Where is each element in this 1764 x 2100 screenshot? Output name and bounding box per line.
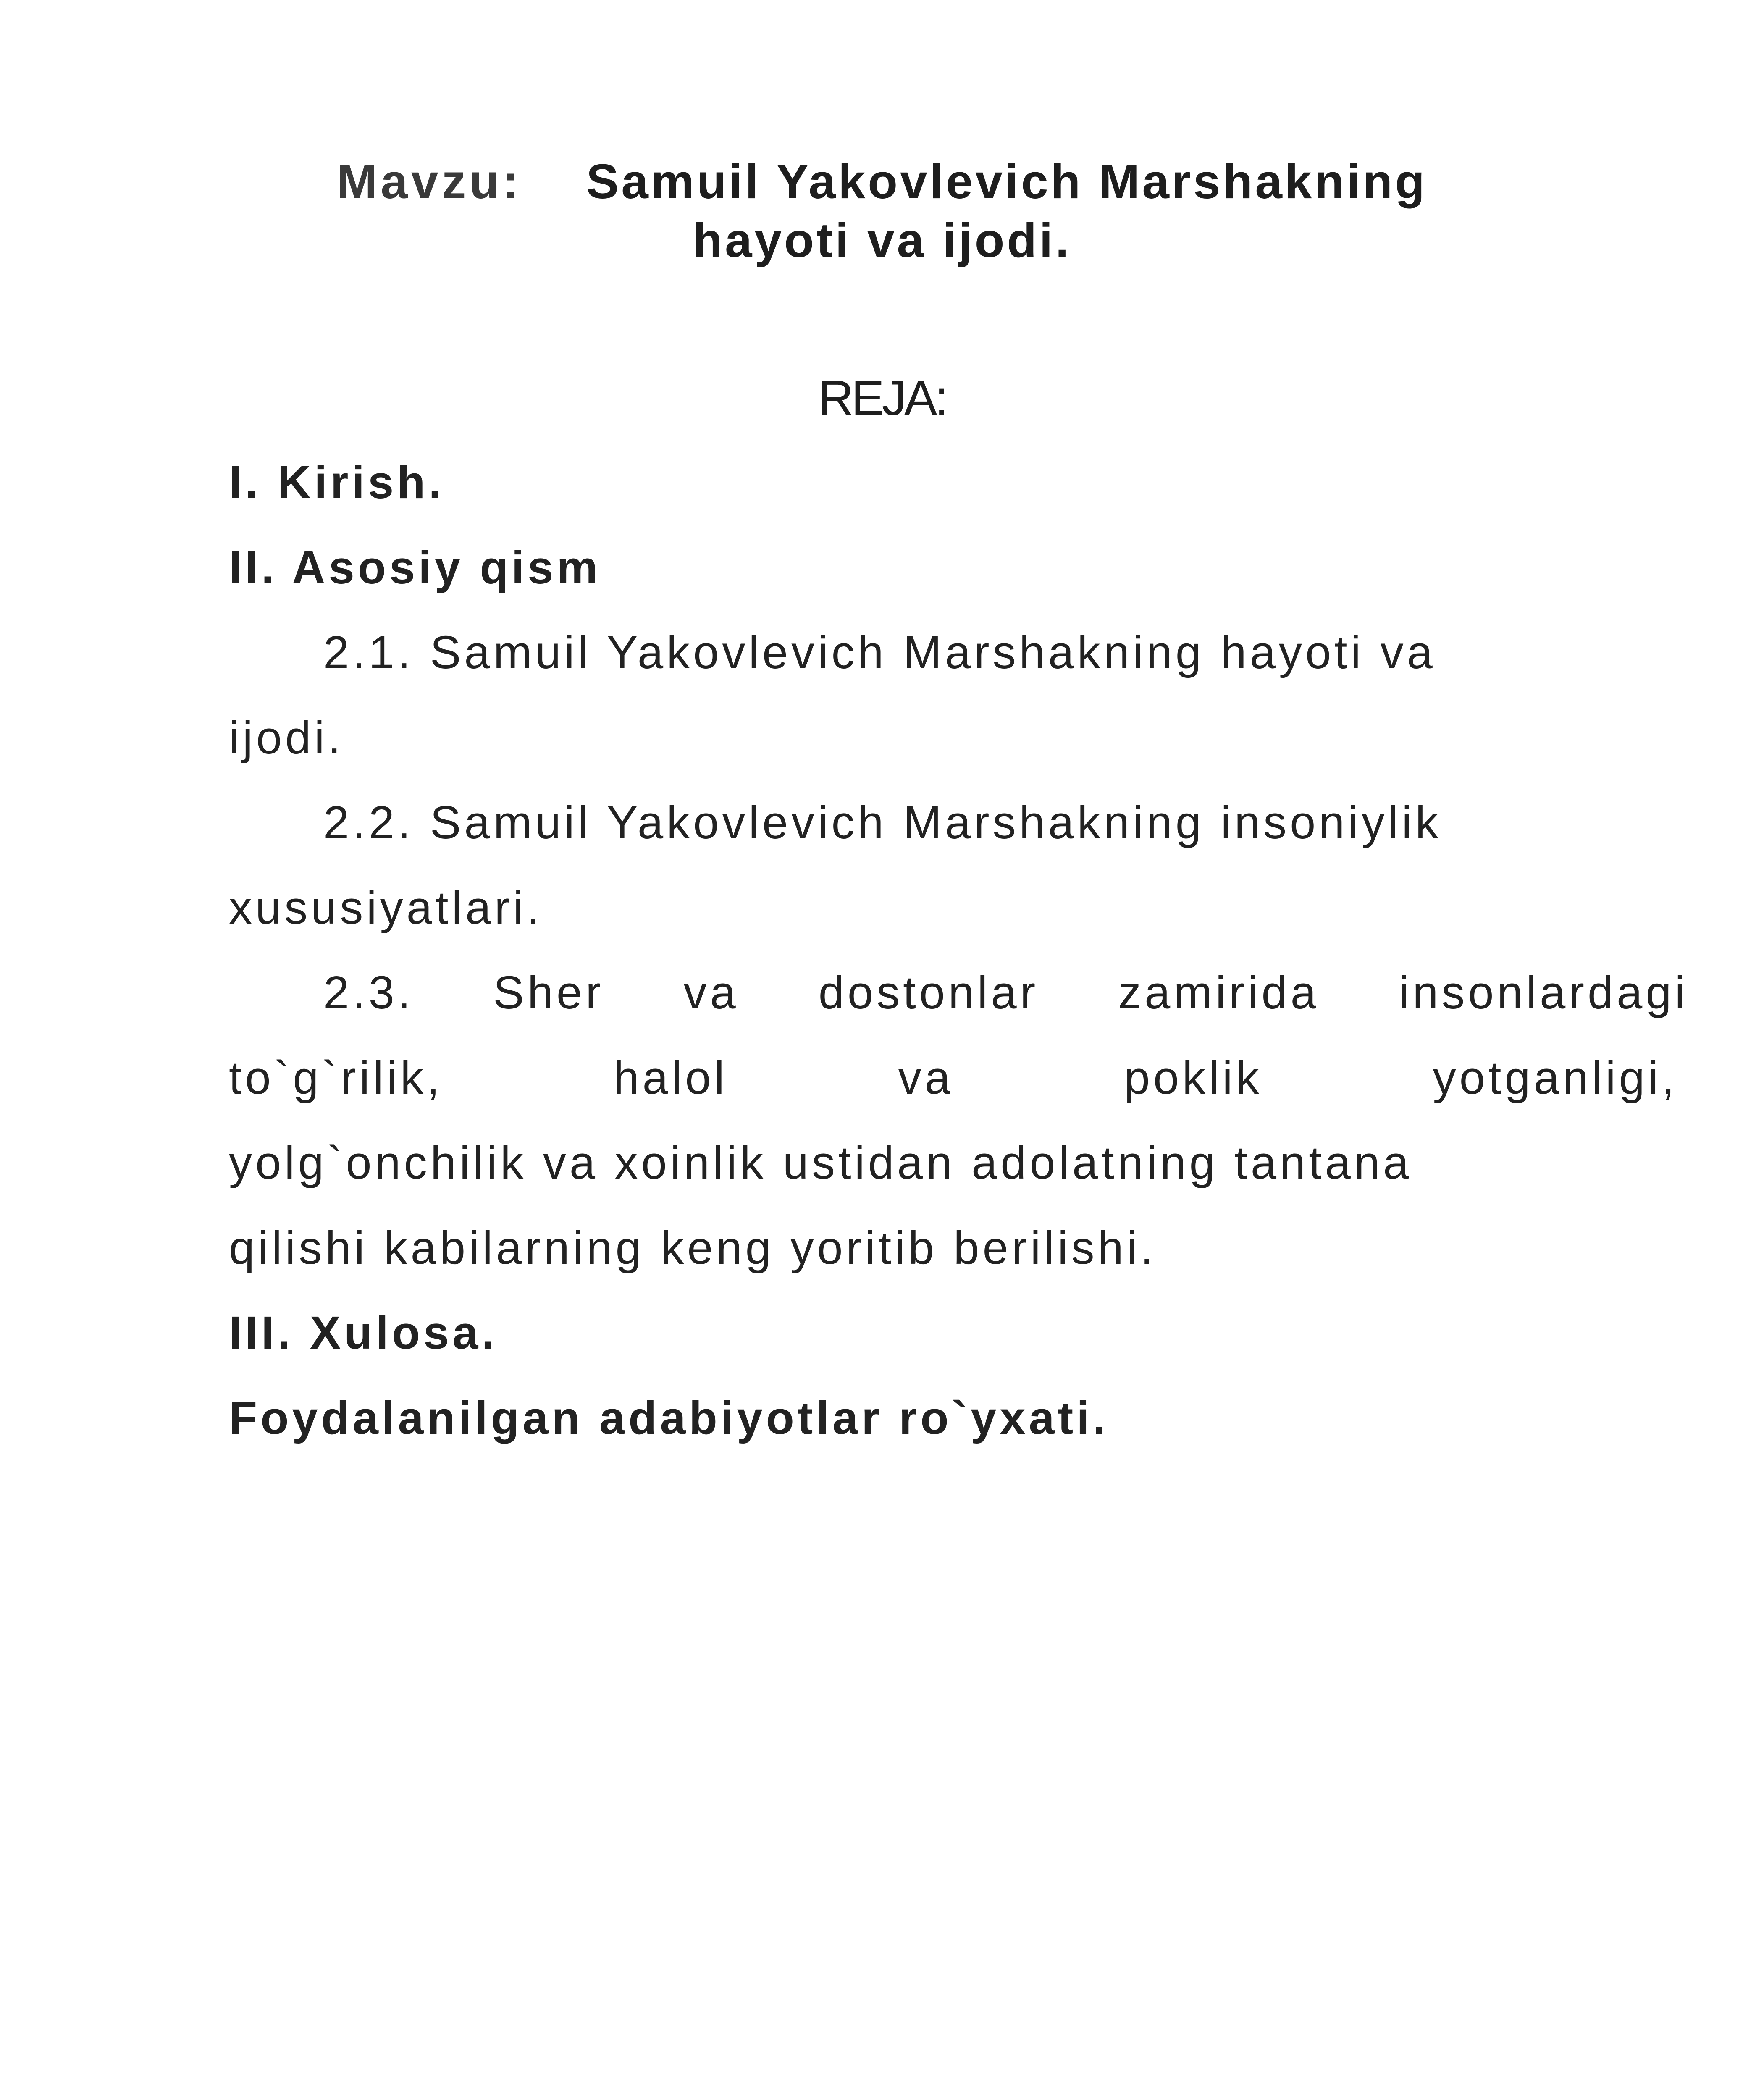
plan-item-main: II. Asosiy qism <box>229 542 601 593</box>
word: dostonlar <box>818 967 1039 1018</box>
plan-item-2-1-cont: ijodi. <box>229 712 344 764</box>
plan-item-2-2-cont: xususiyatlari. <box>229 882 543 934</box>
plan-item-2-3-line-1 <box>323 966 1688 1019</box>
plan-item-2-1: 2.1. Samuil Yakovlevich Marshakning hayoti va <box>323 627 1436 678</box>
plan-item-intro: I. Kirish. <box>229 457 445 508</box>
plan-item-conclusion: III. Xulosa. <box>229 1307 498 1359</box>
word: va <box>683 967 739 1018</box>
word: insonlardagi <box>1399 967 1688 1018</box>
word: halol <box>613 1052 728 1104</box>
plan-item-2-3-line-2 <box>229 1051 1678 1105</box>
plan-item-2-2: 2.2. Samuil Yakovlevich Marshakning insoniylik <box>323 797 1442 848</box>
topic-title-line-2: hayoti va ijodi. <box>693 213 1071 268</box>
word: va <box>898 1052 954 1104</box>
plan-item-2-3-line-4: qilishi kabilarning keng yoritib berilishi. <box>229 1222 1157 1274</box>
plan-heading: REJA: <box>818 370 946 426</box>
word: 2.3. <box>323 967 414 1018</box>
topic-prefix: Mavzu: <box>336 154 522 209</box>
word: poklik <box>1124 1052 1263 1104</box>
topic-title-line-1 <box>0 153 1764 210</box>
plan-item-references: Foydalanilgan adabiyotlar ro`yxati. <box>229 1392 1109 1444</box>
topic-title-text: Samuil Yakovlevich Marshakning <box>586 154 1428 209</box>
plan-item-2-3-line-3: yolg`onchilik va xoinlik ustidan adolatning tantana <box>229 1137 1412 1189</box>
word: yotganligi, <box>1433 1052 1678 1104</box>
word: Sher <box>493 967 604 1018</box>
word: to`g`rilik, <box>229 1052 443 1104</box>
word: zamirida <box>1118 967 1320 1018</box>
